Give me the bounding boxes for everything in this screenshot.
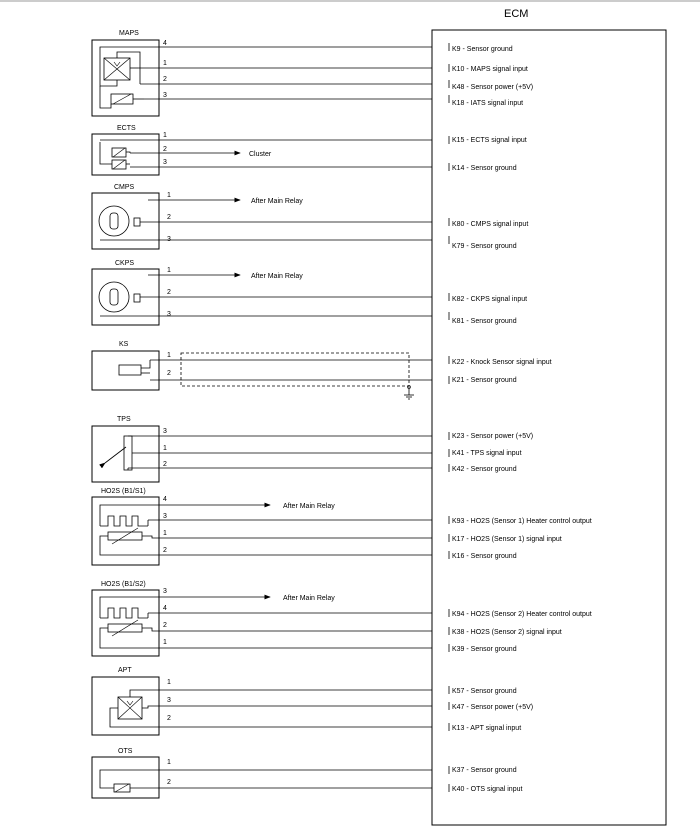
arrow-label: After Main Relay xyxy=(283,503,335,510)
ks-component xyxy=(92,341,552,399)
ecm-pin-label: K40 - OTS signal input xyxy=(452,786,523,793)
ks-box xyxy=(92,351,159,390)
pin-label: 1 xyxy=(167,352,171,359)
ots-label: OTS xyxy=(118,748,133,755)
ecm-pin-label: K22 - Knock Sensor signal input xyxy=(452,359,552,366)
pin-label: 2 xyxy=(163,461,167,468)
ecm-pin-label: K47 - Sensor power (+5V) xyxy=(452,704,534,711)
ho2s-b1s2-label: HO2S (B1/S2) xyxy=(101,581,146,588)
pin-label: 3 xyxy=(167,236,171,243)
ecm-pin-label: K39 - Sensor ground xyxy=(452,646,517,653)
ecm-pin-label: K13 - APT signal input xyxy=(452,725,522,732)
pin-label: 1 xyxy=(167,679,171,686)
pin-label: 2 xyxy=(163,622,167,629)
pin-label: 2 xyxy=(167,289,171,296)
pin-label: 1 xyxy=(163,132,167,139)
apt-component xyxy=(92,667,533,735)
arrow-label: After Main Relay xyxy=(251,198,303,205)
sensor-coil-icon xyxy=(99,282,129,312)
pin-label: 3 xyxy=(163,159,167,166)
sensor-coil-icon xyxy=(99,206,129,236)
pin-label: 3 xyxy=(163,588,167,595)
pin-label: 2 xyxy=(163,76,167,83)
pin-label: 1 xyxy=(167,759,171,766)
pin-label: 1 xyxy=(163,445,167,452)
pin-label: 4 xyxy=(163,40,167,47)
heater-icon xyxy=(100,608,148,618)
ecm-pin-label: K57 - Sensor ground xyxy=(452,688,517,695)
knock-sensor-icon xyxy=(119,365,141,375)
ects-component xyxy=(92,125,527,175)
pin-label: 3 xyxy=(163,513,167,520)
ecm-pin-label: K79 - Sensor ground xyxy=(452,243,517,250)
pin-label: 2 xyxy=(167,779,171,786)
pin-label: 1 xyxy=(167,267,171,274)
cmps-box xyxy=(92,193,159,249)
ckps-component xyxy=(92,260,527,325)
ecm-pin-label: K23 - Sensor power (+5V) xyxy=(452,433,534,440)
pin-label: 3 xyxy=(167,697,171,704)
ecm-pin-label: K80 - CMPS signal input xyxy=(452,221,529,228)
ecm-pin-label: K9 - Sensor ground xyxy=(452,46,513,53)
heater-icon xyxy=(100,516,148,526)
ecm-pin-label: K37 - Sensor ground xyxy=(452,767,517,774)
arrow-label: After Main Relay xyxy=(251,273,303,280)
pin-label: 1 xyxy=(167,192,171,199)
cmps-label: CMPS xyxy=(114,184,135,191)
pin-label: 2 xyxy=(163,146,167,153)
maps-label: MAPS xyxy=(119,30,139,37)
ecm-pin-label: K15 - ECTS signal input xyxy=(452,137,527,144)
ho2s-b1s1-label: HO2S (B1/S1) xyxy=(101,488,146,495)
ecm-pin-label: K42 - Sensor ground xyxy=(452,466,517,473)
ecm-pin-label: K93 - HO2S (Sensor 1) Heater control output xyxy=(452,518,592,525)
pin-label: 1 xyxy=(163,60,167,67)
arrow-label: After Main Relay xyxy=(283,595,335,602)
arrow-label: Cluster xyxy=(249,151,272,158)
tps-box xyxy=(92,426,159,482)
pin-label: 1 xyxy=(163,530,167,537)
pin-label: 4 xyxy=(163,496,167,503)
cmps-component xyxy=(92,184,528,250)
tps-label: TPS xyxy=(117,416,131,423)
pin-label: 1 xyxy=(163,639,167,646)
ecm-pin-label: K14 - Sensor ground xyxy=(452,165,517,172)
ecm-pin-label: K41 - TPS signal input xyxy=(452,450,522,457)
maps-component xyxy=(92,30,533,116)
ecm-pin-label: K81 - Sensor ground xyxy=(452,318,517,325)
pin-label: 2 xyxy=(167,214,171,221)
ho2s-b1s2-box xyxy=(92,590,159,656)
pin-label: 2 xyxy=(167,370,171,377)
ecm-pin-label: K82 - CKPS signal input xyxy=(452,296,528,303)
pin-label: 3 xyxy=(167,311,171,318)
ects-label: ECTS xyxy=(117,125,136,132)
ho2s-b1s2-component xyxy=(92,581,592,656)
pin-label: 2 xyxy=(167,715,171,722)
ecm-pin-label: K94 - HO2S (Sensor 2) Heater control output xyxy=(452,611,592,618)
potentiometer-icon xyxy=(124,436,132,470)
pin-label: 3 xyxy=(163,428,167,435)
ots-component xyxy=(92,748,522,798)
ecm-pin-label: K10 - MAPS signal input xyxy=(452,66,528,73)
ho2s-b1s1-component xyxy=(92,488,592,565)
shield-icon xyxy=(181,353,409,386)
ecm-pin-label: K48 - Sensor power (+5V) xyxy=(452,84,534,91)
ks-label: KS xyxy=(119,341,129,348)
ecm-pin-label: K17 - HO2S (Sensor 1) signal input xyxy=(452,536,562,543)
pin-label: 2 xyxy=(163,547,167,554)
ecm-pin-label: K16 - Sensor ground xyxy=(452,553,517,560)
tps-component xyxy=(92,416,533,482)
maps-box xyxy=(92,40,159,116)
ecm-pin-label: K21 - Sensor ground xyxy=(452,377,517,384)
pin-label: 4 xyxy=(163,605,167,612)
apt-label: APT xyxy=(118,667,132,674)
ecm-title: ECM xyxy=(504,8,529,20)
ckps-label: CKPS xyxy=(115,260,135,267)
ecm-pin-label: K18 - IATS signal input xyxy=(452,100,524,107)
pin-label: 3 xyxy=(163,92,167,99)
ecm-pin-label: K38 - HO2S (Sensor 2) signal input xyxy=(452,629,562,636)
